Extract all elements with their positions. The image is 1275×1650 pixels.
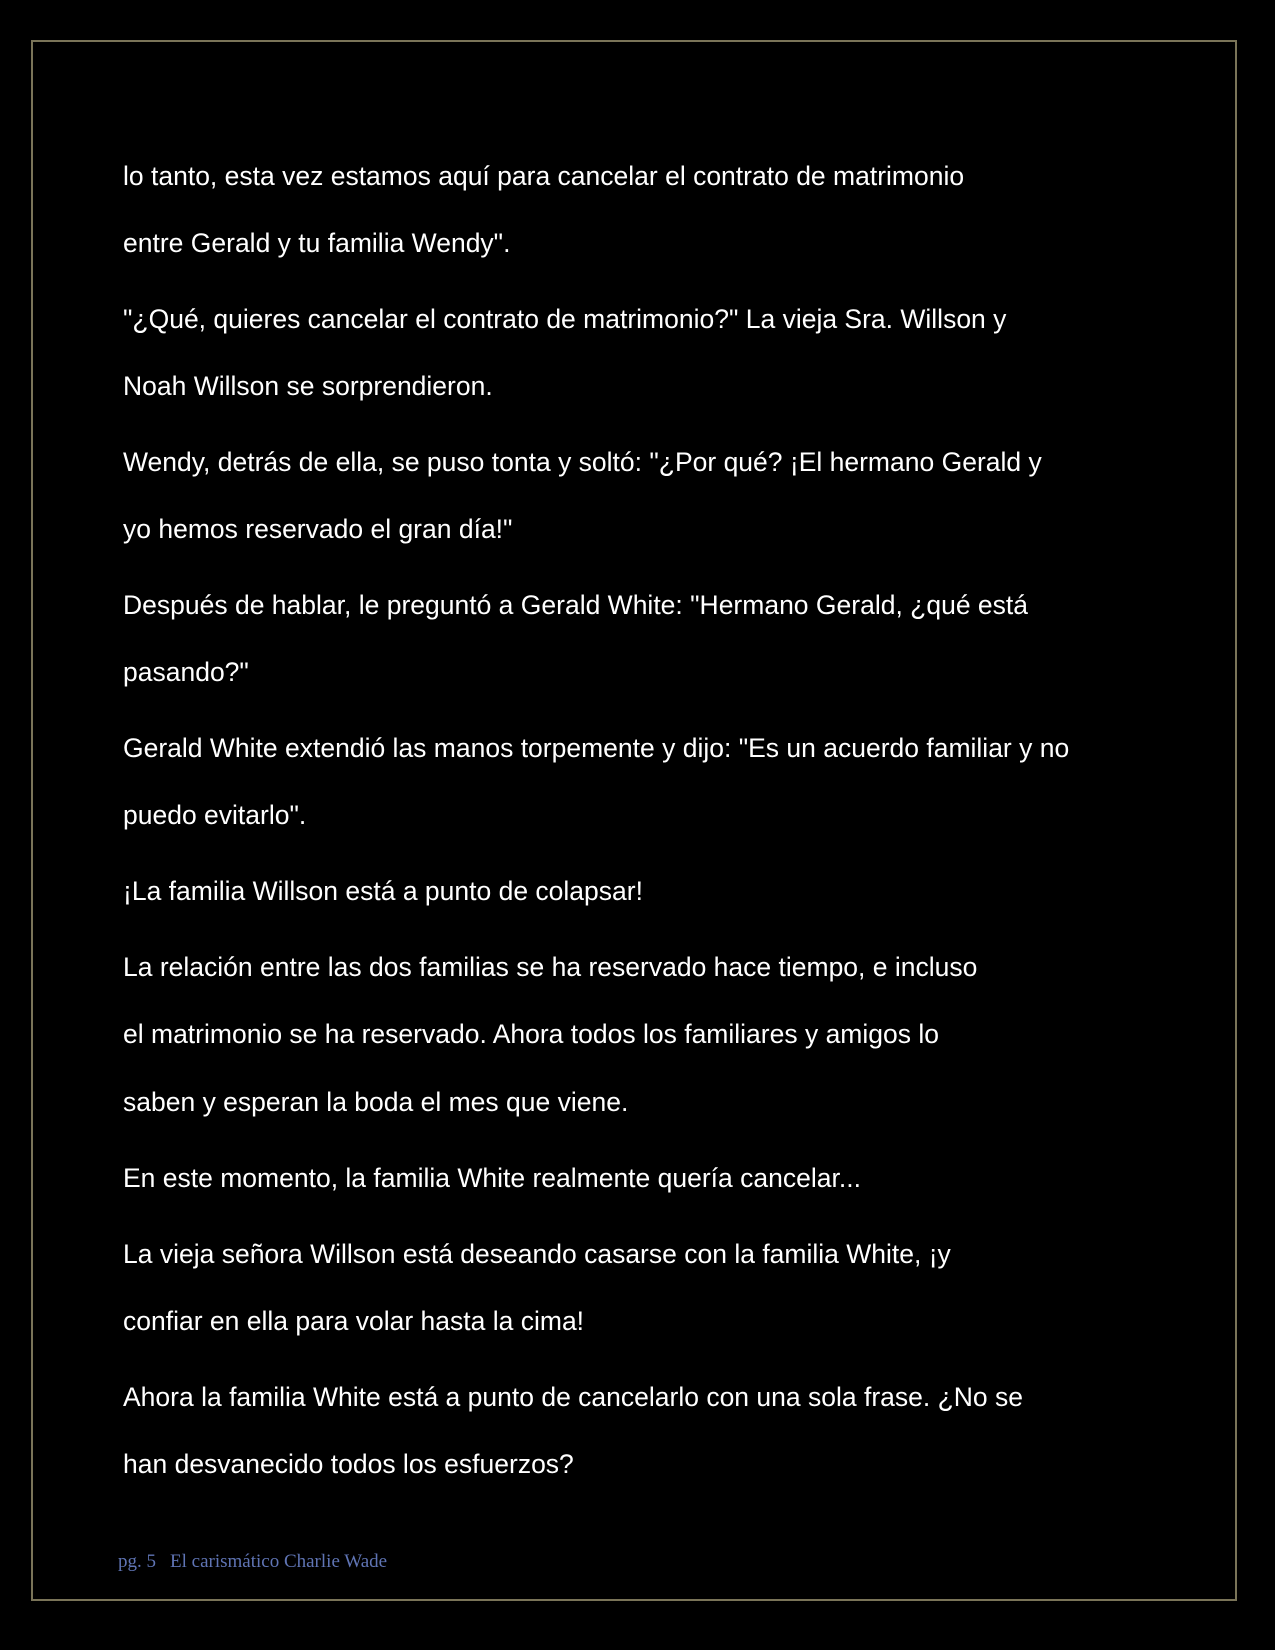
text-line: Gerald White extendió las manos torpemente y dijo: "Es un acuerdo familiar y no xyxy=(123,733,1070,763)
text-line: Wendy, detrás de ella, se puso tonta y soltó: "¿Por qué? ¡El hermano Gerald y xyxy=(123,447,1042,477)
page-number: pg. 5 xyxy=(118,1551,156,1572)
text-line: En este momento, la familia White realmente quería cancelar... xyxy=(123,1163,861,1193)
text-line: Después de hablar, le preguntó a Gerald White: "Hermano Gerald, ¿qué está xyxy=(123,590,1029,620)
book-title: El carismático Charlie Wade xyxy=(170,1551,388,1572)
text-line: puedo evitarlo". xyxy=(123,800,307,830)
text-line: Noah Willson se sorprendieron. xyxy=(123,371,493,401)
text-line: La relación entre las dos familias se ha reservado hace tiempo, e incluso xyxy=(123,952,978,982)
text-line: La vieja señora Willson está deseando casarse con la familia White, ¡y xyxy=(123,1239,951,1269)
text-line: yo hemos reservado el gran día!" xyxy=(123,514,513,544)
text-line: confiar en ella para volar hasta la cima! xyxy=(123,1306,585,1336)
text-line: entre Gerald y tu familia Wendy". xyxy=(123,228,511,258)
text-line: el matrimonio se ha reservado. Ahora todos los familiares y amigos lo xyxy=(123,1019,939,1049)
text-line: han desvanecido todos los esfuerzos? xyxy=(123,1449,574,1479)
text-line: pasando?" xyxy=(123,657,249,687)
text-line: Ahora la familia White está a punto de cancelarlo con una sola frase. ¿No se xyxy=(123,1382,1024,1412)
text-line: lo tanto, esta vez estamos aquí para cancelar el contrato de matrimonio xyxy=(123,161,965,191)
text-line: saben y esperan la boda el mes que viene. xyxy=(123,1087,629,1117)
page-footer xyxy=(118,1551,387,1573)
text-line: "¿Qué, quieres cancelar el contrato de matrimonio?" La vieja Sra. Willson y xyxy=(123,304,1007,334)
text-line: ¡La familia Willson está a punto de colapsar! xyxy=(123,876,643,906)
